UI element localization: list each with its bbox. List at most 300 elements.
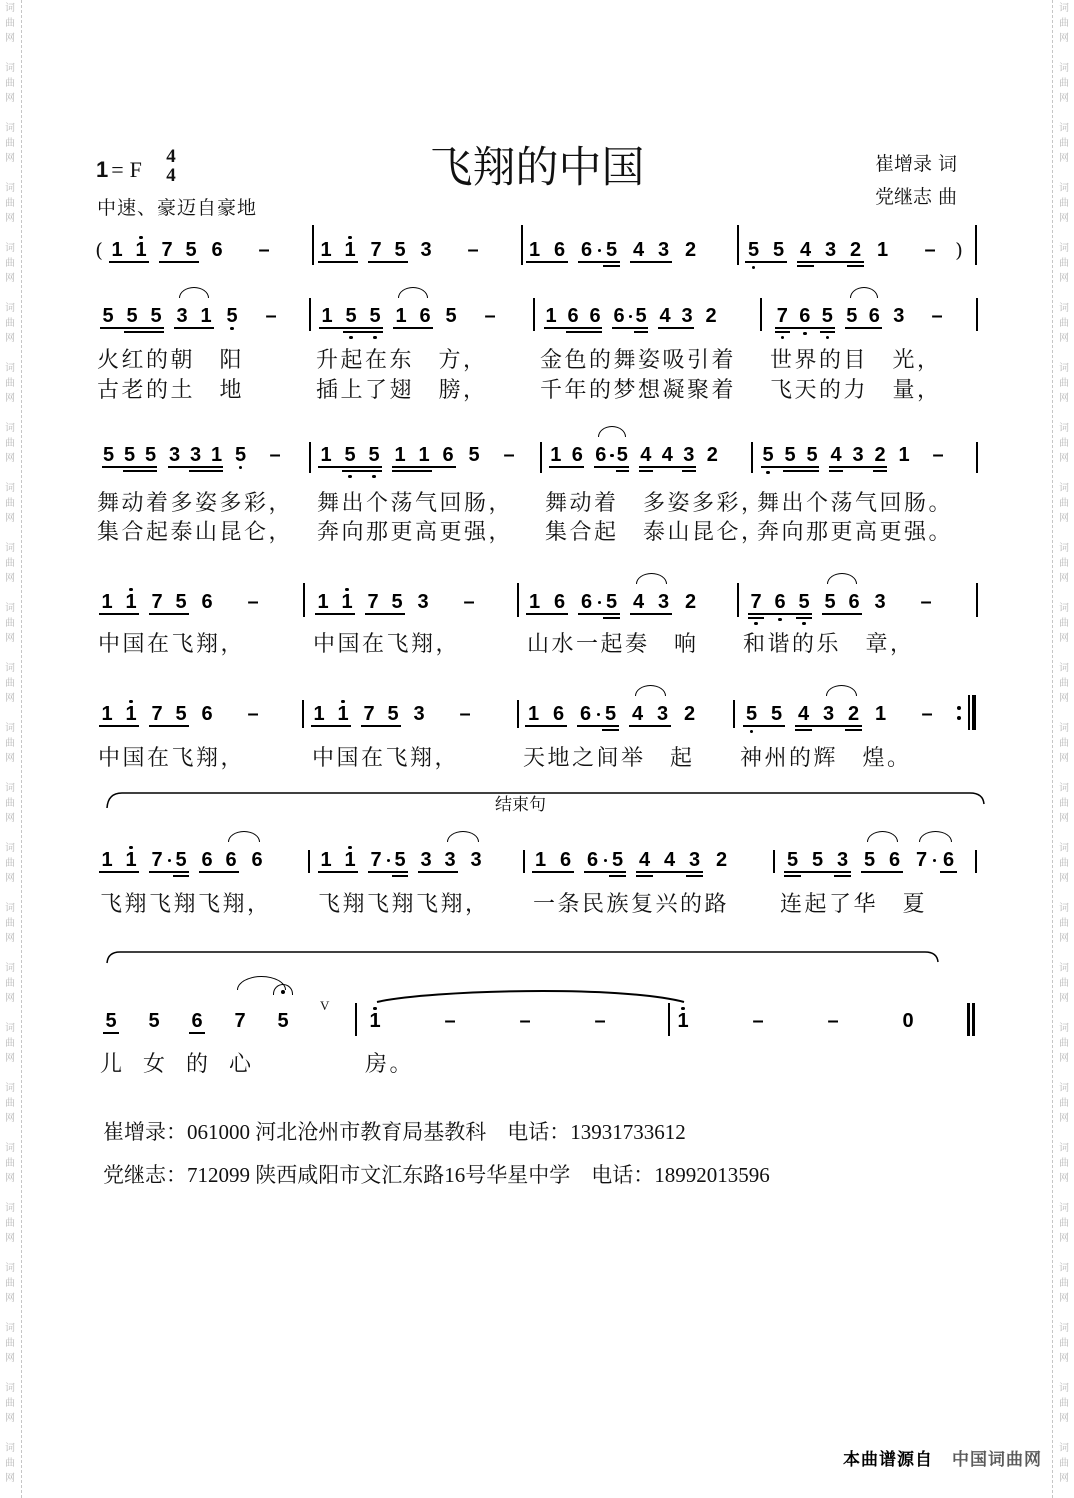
duration-dash: – <box>484 305 496 327</box>
watermark-char: 网 <box>1059 1233 1069 1244</box>
note-digit: 3 <box>656 703 669 725</box>
watermark-char: 曲 <box>5 1158 15 1169</box>
watermark-char: 网 <box>1059 1053 1069 1064</box>
watermark-char: 词 <box>1059 183 1069 194</box>
note-digit: 7 <box>234 1010 246 1032</box>
watermark-char: 曲 <box>5 678 15 689</box>
note-digit: 5 <box>747 239 760 261</box>
note-digit: 5 <box>798 591 810 613</box>
note-digit: 1 <box>101 849 113 871</box>
lyric-verse-2: 奔向那更高更强。 <box>757 520 954 545</box>
watermark-char: 网 <box>5 1353 15 1364</box>
watermark-char: 曲 <box>1059 438 1069 449</box>
note-digit: 5 <box>344 444 356 466</box>
note-digit: 1 <box>677 1010 689 1032</box>
note-digit: 1 <box>550 444 562 466</box>
note-digit: 5 <box>394 849 406 871</box>
watermark-char: 曲 <box>5 1398 15 1409</box>
watermark-char: 词 <box>5 183 15 194</box>
note-digit: 1 <box>337 703 349 725</box>
watermark-char: 曲 <box>5 498 15 509</box>
watermark-char: 词 <box>1059 663 1069 674</box>
note-digit: 3 <box>413 703 425 725</box>
note-digit: 5 <box>806 444 818 466</box>
tie-arc <box>377 991 684 1002</box>
note-digit: 6 <box>567 305 579 327</box>
watermark-char: 网 <box>1059 393 1069 404</box>
note-digit: 4 <box>663 849 676 871</box>
watermark-char: 词 <box>5 1143 15 1154</box>
duration-dash: – <box>931 305 943 327</box>
watermark-char: 网 <box>5 633 15 644</box>
source-site-link[interactable]: 中国词曲网 <box>952 1450 1042 1470</box>
watermark-char: 网 <box>1059 993 1069 1004</box>
duration-dash: – <box>463 591 475 613</box>
note-digit: 5 <box>635 305 647 327</box>
duration-dash: – <box>519 1010 531 1032</box>
note-digit: 6 <box>595 444 607 466</box>
watermark-char: 网 <box>1059 453 1069 464</box>
watermark-char: 网 <box>5 453 15 464</box>
note-digit: 7 <box>363 703 375 725</box>
note-digit: 5 <box>126 305 138 327</box>
watermark-char: 网 <box>5 1173 15 1184</box>
watermark-char: 曲 <box>5 558 15 569</box>
note-digit: 6 <box>553 239 566 261</box>
watermark-char: 网 <box>5 1413 15 1424</box>
watermark-char: 曲 <box>1059 798 1069 809</box>
note-digit: 1 <box>418 444 430 466</box>
watermark-char: 曲 <box>1059 18 1069 29</box>
key-do: 1 <box>96 157 109 182</box>
note-digit: 1 <box>210 444 223 466</box>
lyric-verse-1: 舞出个荡气回肠， <box>317 491 514 516</box>
duration-dash: – <box>932 444 944 466</box>
note-digit: 3 <box>470 849 482 871</box>
watermark-char: 曲 <box>1059 1158 1069 1169</box>
watermark-char: 词 <box>1059 3 1069 14</box>
note-digit: 5 <box>175 703 187 725</box>
watermark-char: 曲 <box>1059 498 1069 509</box>
watermark-char: 词 <box>5 783 15 794</box>
watermark-char: 词 <box>5 423 15 434</box>
watermark-char: 网 <box>5 693 15 704</box>
watermark-char: 网 <box>1059 933 1069 944</box>
note-digit: 6 <box>579 703 592 725</box>
watermark-char: 词 <box>1059 1143 1069 1154</box>
note-digit: 3 <box>683 444 695 466</box>
watermark-char: 曲 <box>5 1098 15 1109</box>
duration-dash: – <box>467 239 479 261</box>
note-digit: 1 <box>101 591 113 613</box>
time-numerator: 4 <box>166 146 176 167</box>
watermark-char: 词 <box>1059 1323 1069 1334</box>
watermark-char: 曲 <box>1059 1458 1069 1469</box>
watermark-char: 网 <box>5 1233 15 1244</box>
watermark-char: 网 <box>1059 513 1069 524</box>
note-digit: 7 <box>370 849 382 871</box>
watermark-char: 曲 <box>1059 1218 1069 1229</box>
watermark-char: 曲 <box>5 918 15 929</box>
note-digit: 2 <box>706 444 718 466</box>
duration-dash: – <box>924 239 936 261</box>
watermark-char: 网 <box>1059 33 1069 44</box>
note-digit: 2 <box>715 849 728 871</box>
watermark-char: 网 <box>1059 333 1069 344</box>
note-digit: 5 <box>226 305 238 327</box>
watermark-char: 网 <box>5 93 15 104</box>
watermark-char: 网 <box>5 873 15 884</box>
open-paren: ( <box>95 238 103 262</box>
lyric-verse-2: 集合起泰山昆仑， <box>97 520 294 545</box>
note-digit: 5 <box>863 849 876 871</box>
watermark-char: 曲 <box>5 138 15 149</box>
note-digit: 6 <box>848 591 860 613</box>
watermark-char: 词 <box>5 543 15 554</box>
note-digit: 0 <box>902 1010 914 1032</box>
watermark-char: 词 <box>5 1443 15 1454</box>
watermark-char: 曲 <box>5 1278 15 1289</box>
watermark-char: 网 <box>1059 693 1069 704</box>
watermark-char: 曲 <box>1059 198 1069 209</box>
note-digit: 6 <box>201 849 213 871</box>
watermark-char: 网 <box>5 273 15 284</box>
note-digit: 5 <box>394 239 406 261</box>
note-digit: 3 <box>657 591 670 613</box>
watermark-char: 网 <box>1059 213 1069 224</box>
duration-dash: – <box>247 703 259 725</box>
note-digit: 5 <box>185 239 197 261</box>
watermark-char: 网 <box>1059 813 1069 824</box>
note-digit: 6 <box>201 591 213 613</box>
note-digit: 4 <box>632 591 645 613</box>
note-digit: 1 <box>135 239 147 261</box>
watermark-char: 曲 <box>5 1458 15 1469</box>
note-digit: 3 <box>681 305 693 327</box>
watermark-char: 词 <box>1059 1083 1069 1094</box>
note-digit: 6 <box>589 305 601 327</box>
watermark-char: 词 <box>1059 423 1069 434</box>
watermark-char: 网 <box>1059 1113 1069 1124</box>
duration-dash: – <box>503 444 515 466</box>
lyric: 和谐的乐 章， <box>743 632 915 657</box>
note-digit: 1 <box>898 444 910 466</box>
ending-phrase-label: 结束句 <box>495 795 546 815</box>
time-denominator: 4 <box>166 165 176 186</box>
note-digit: 3 <box>168 444 181 466</box>
lyric: 天地之间举 起 <box>523 746 695 771</box>
watermark-char: 曲 <box>5 78 15 89</box>
watermark-char: 网 <box>5 1473 15 1484</box>
note-digit: 1 <box>344 849 356 871</box>
note-digit: 7 <box>151 849 163 871</box>
watermark-char: 曲 <box>5 978 15 989</box>
watermark-char: 网 <box>5 573 15 584</box>
watermark-char: 词 <box>1059 963 1069 974</box>
note-digit: 4 <box>640 444 652 466</box>
watermark-char: 曲 <box>5 798 15 809</box>
note-digit: 5 <box>277 1010 289 1032</box>
ending-phrase-bracket <box>107 793 984 808</box>
watermark-char: 词 <box>5 483 15 494</box>
watermark-char: 网 <box>5 513 15 524</box>
note-digit: 4 <box>632 239 645 261</box>
watermark-char: 网 <box>1059 273 1069 284</box>
duration-dash: – <box>752 1010 764 1032</box>
note-digit: 5 <box>821 305 833 327</box>
lyric: 儿女的心 <box>100 1052 273 1077</box>
note-digit: 1 <box>528 239 541 261</box>
lyric: 山水一起奏 响 <box>527 632 699 657</box>
watermark-char: 曲 <box>1059 1398 1069 1409</box>
note-digit: 5 <box>150 305 162 327</box>
note-digit: 3 <box>189 444 202 466</box>
watermark-char: 词 <box>1059 123 1069 134</box>
note-digit: 5 <box>770 703 783 725</box>
note-digit: 3 <box>444 849 456 871</box>
lyric: 房。 <box>365 1052 415 1077</box>
lyric: 连起了华 夏 <box>780 892 928 917</box>
source-prefix: 本曲谱源自 <box>843 1450 933 1470</box>
note-digit: 6 <box>868 305 880 327</box>
note-digit: 3 <box>893 305 905 327</box>
note-digit: 1 <box>874 703 887 725</box>
note-digit: 5 <box>772 239 785 261</box>
watermark-char: 网 <box>5 1293 15 1304</box>
note-digit: 5 <box>144 444 157 466</box>
note-digit: 2 <box>847 703 860 725</box>
watermark-char: 词 <box>1059 63 1069 74</box>
note-digit: 5 <box>123 444 136 466</box>
watermark-char: 网 <box>5 33 15 44</box>
note-digit: 3 <box>417 591 429 613</box>
watermark-char: 词 <box>1059 723 1069 734</box>
watermark-char: 曲 <box>5 258 15 269</box>
duration-dash: – <box>444 1010 456 1032</box>
note-digit: 2 <box>874 444 886 466</box>
composer-credit: 党继志 曲 <box>875 186 958 208</box>
lyric: 中国在飞翔， <box>98 632 246 657</box>
note-digit: 6 <box>586 849 599 871</box>
note-digit: 5 <box>387 703 399 725</box>
watermark-char: 词 <box>5 963 15 974</box>
note-digit: 3 <box>852 444 864 466</box>
note-digit: 6 <box>225 849 237 871</box>
lyric: 一条民族复兴的路 <box>533 892 730 917</box>
watermark-char: 曲 <box>5 438 15 449</box>
note-digit: 4 <box>797 703 810 725</box>
note-digit: 6 <box>191 1010 203 1032</box>
watermark-char: 曲 <box>1059 558 1069 569</box>
note-digit: 5 <box>234 444 247 466</box>
note-digit: 7 <box>776 305 788 327</box>
note-digit: 4 <box>661 444 673 466</box>
note-digit: 1 <box>528 591 541 613</box>
note-digit: 5 <box>175 591 187 613</box>
watermark-char: 网 <box>5 1113 15 1124</box>
watermark-char: 曲 <box>1059 258 1069 269</box>
watermark-char: 曲 <box>1059 1038 1069 1049</box>
watermark-char: 曲 <box>5 738 15 749</box>
watermark-char: 网 <box>1059 1413 1069 1424</box>
note-digit: 6 <box>888 849 901 871</box>
watermark-char: 词 <box>5 3 15 14</box>
note-digit: 3 <box>874 591 886 613</box>
note-digit: 6 <box>942 849 955 871</box>
watermark-char: 词 <box>5 1383 15 1394</box>
watermark-char: 网 <box>5 393 15 404</box>
watermark-char: 词 <box>1059 543 1069 554</box>
watermark-char: 词 <box>1059 483 1069 494</box>
note-digit: 4 <box>830 444 842 466</box>
watermark-char: 词 <box>5 1203 15 1214</box>
note-digit: 5 <box>604 703 617 725</box>
note-digit: 6 <box>201 703 213 725</box>
watermark-char: 词 <box>5 1323 15 1334</box>
note-digit: 7 <box>151 703 163 725</box>
note-digit: 5 <box>391 591 403 613</box>
note-digit: 3 <box>176 305 188 327</box>
note-digit: 5 <box>616 444 628 466</box>
duration-dash: – <box>265 305 277 327</box>
watermark-char: 词 <box>1059 1443 1069 1454</box>
note-digit: 6 <box>251 849 263 871</box>
note-digit: 4 <box>799 239 812 261</box>
note-digit: 2 <box>849 239 862 261</box>
note-digit: 1 <box>344 239 356 261</box>
lyric-verse-1: 世界的目 光， <box>770 348 942 373</box>
watermark-char: 曲 <box>1059 918 1069 929</box>
watermark-char: 词 <box>1059 1383 1069 1394</box>
note-digit: 1 <box>341 591 353 613</box>
lyric-verse-2: 飞天的力 量， <box>770 378 942 403</box>
watermark-char: 曲 <box>5 18 15 29</box>
watermark-char: 曲 <box>5 858 15 869</box>
lyricist-contact: 崔增录：061000 河北沧州市教育局基教科 电话：13931733612 <box>103 1120 686 1144</box>
note-digit: 1 <box>125 591 137 613</box>
note-digit: 5 <box>445 305 457 327</box>
note-digit: 1 <box>317 591 329 613</box>
watermark-char: 网 <box>5 813 15 824</box>
note-digit: 5 <box>368 444 380 466</box>
note-digit: 1 <box>111 239 123 261</box>
watermark-char: 词 <box>5 1083 15 1094</box>
note-digit: 5 <box>605 591 618 613</box>
note-digit: 1 <box>876 239 889 261</box>
note-digit: 5 <box>175 849 187 871</box>
watermark-char: 词 <box>1059 1023 1069 1034</box>
lyricist-credit: 崔增录 词 <box>875 153 958 175</box>
note-digit: 5 <box>369 305 381 327</box>
lyric-verse-1: 火红的朝 阳 <box>97 348 245 373</box>
note-digit: 5 <box>468 444 480 466</box>
note-digit: 6 <box>552 703 565 725</box>
watermark-char: 词 <box>1059 603 1069 614</box>
watermark-char: 网 <box>1059 873 1069 884</box>
watermark-char: 网 <box>1059 1293 1069 1304</box>
watermark-char: 词 <box>1059 363 1069 374</box>
note-digit: 7 <box>161 239 173 261</box>
watermark-char: 词 <box>5 123 15 134</box>
watermark-char: 词 <box>1059 243 1069 254</box>
note-digit: 3 <box>836 849 849 871</box>
watermark-char: 网 <box>5 213 15 224</box>
ending-phrase-bracket-continued <box>107 952 938 963</box>
watermark-char: 词 <box>1059 843 1069 854</box>
note-digit: 5 <box>345 305 357 327</box>
watermark-char: 词 <box>5 603 15 614</box>
watermark-char: 曲 <box>1059 858 1069 869</box>
note-digit: 6 <box>580 591 593 613</box>
watermark-char: 词 <box>1059 1263 1069 1274</box>
note-digit: 7 <box>151 591 163 613</box>
watermark-char: 词 <box>5 243 15 254</box>
note-digit: 2 <box>705 305 717 327</box>
note-digit: 6 <box>774 591 786 613</box>
watermark-char: 网 <box>5 753 15 764</box>
watermark-char: 网 <box>5 1053 15 1064</box>
watermark-char: 词 <box>5 843 15 854</box>
watermark-char: 网 <box>1059 93 1069 104</box>
watermark-char: 词 <box>5 363 15 374</box>
note-digit: 7 <box>367 591 379 613</box>
page-title: 飞翔的中国 <box>429 143 645 193</box>
watermark-char: 曲 <box>1059 738 1069 749</box>
note-digit: 1 <box>321 305 333 327</box>
note-digit: 3 <box>420 849 432 871</box>
note-digit: 7 <box>750 591 762 613</box>
note-digit: 2 <box>684 239 697 261</box>
lyric-verse-1: 金色的舞姿吸引着 <box>540 348 737 373</box>
note-digit: 5 <box>745 703 758 725</box>
lyric: 飞翔飞翔飞翔， <box>318 892 490 917</box>
watermark-char: 网 <box>5 153 15 164</box>
watermark-char: 词 <box>1059 1203 1069 1214</box>
note-digit: 5 <box>105 1010 117 1032</box>
note-digit: 1 <box>200 305 212 327</box>
watermark-char: 词 <box>5 903 15 914</box>
tempo-marking: 中速、豪迈自豪地 <box>97 197 258 219</box>
note-digit: 3 <box>822 703 835 725</box>
lyric: 神州的辉 煌。 <box>740 746 912 771</box>
note-digit: 6 <box>211 239 223 261</box>
lyric-verse-1: 舞出个荡气回肠。 <box>757 491 954 516</box>
watermark-char: 曲 <box>1059 678 1069 689</box>
note-digit: 1 <box>125 703 137 725</box>
watermark-char: 网 <box>1059 633 1069 644</box>
watermark-char: 网 <box>1059 573 1069 584</box>
watermark-char: 曲 <box>5 318 15 329</box>
note-digit: 3 <box>657 239 670 261</box>
note-digit: 1 <box>527 703 540 725</box>
note-digit: 1 <box>369 1010 381 1032</box>
note-digit: 3 <box>824 239 837 261</box>
note-digit: 1 <box>545 305 557 327</box>
duration-dash: – <box>827 1010 839 1032</box>
watermark-char: 网 <box>1059 1473 1069 1484</box>
watermark-char: 曲 <box>5 378 15 389</box>
note-digit: 1 <box>394 444 406 466</box>
watermark-char: 词 <box>5 63 15 74</box>
watermark-char: 网 <box>1059 1353 1069 1364</box>
duration-dash: – <box>459 703 471 725</box>
watermark-char: 网 <box>5 933 15 944</box>
watermark-char: 词 <box>5 723 15 734</box>
watermark-char: 曲 <box>1059 1338 1069 1349</box>
watermark-char: 曲 <box>1059 1278 1069 1289</box>
watermark-char: 词 <box>1059 303 1069 314</box>
note-digit: 6 <box>559 849 572 871</box>
